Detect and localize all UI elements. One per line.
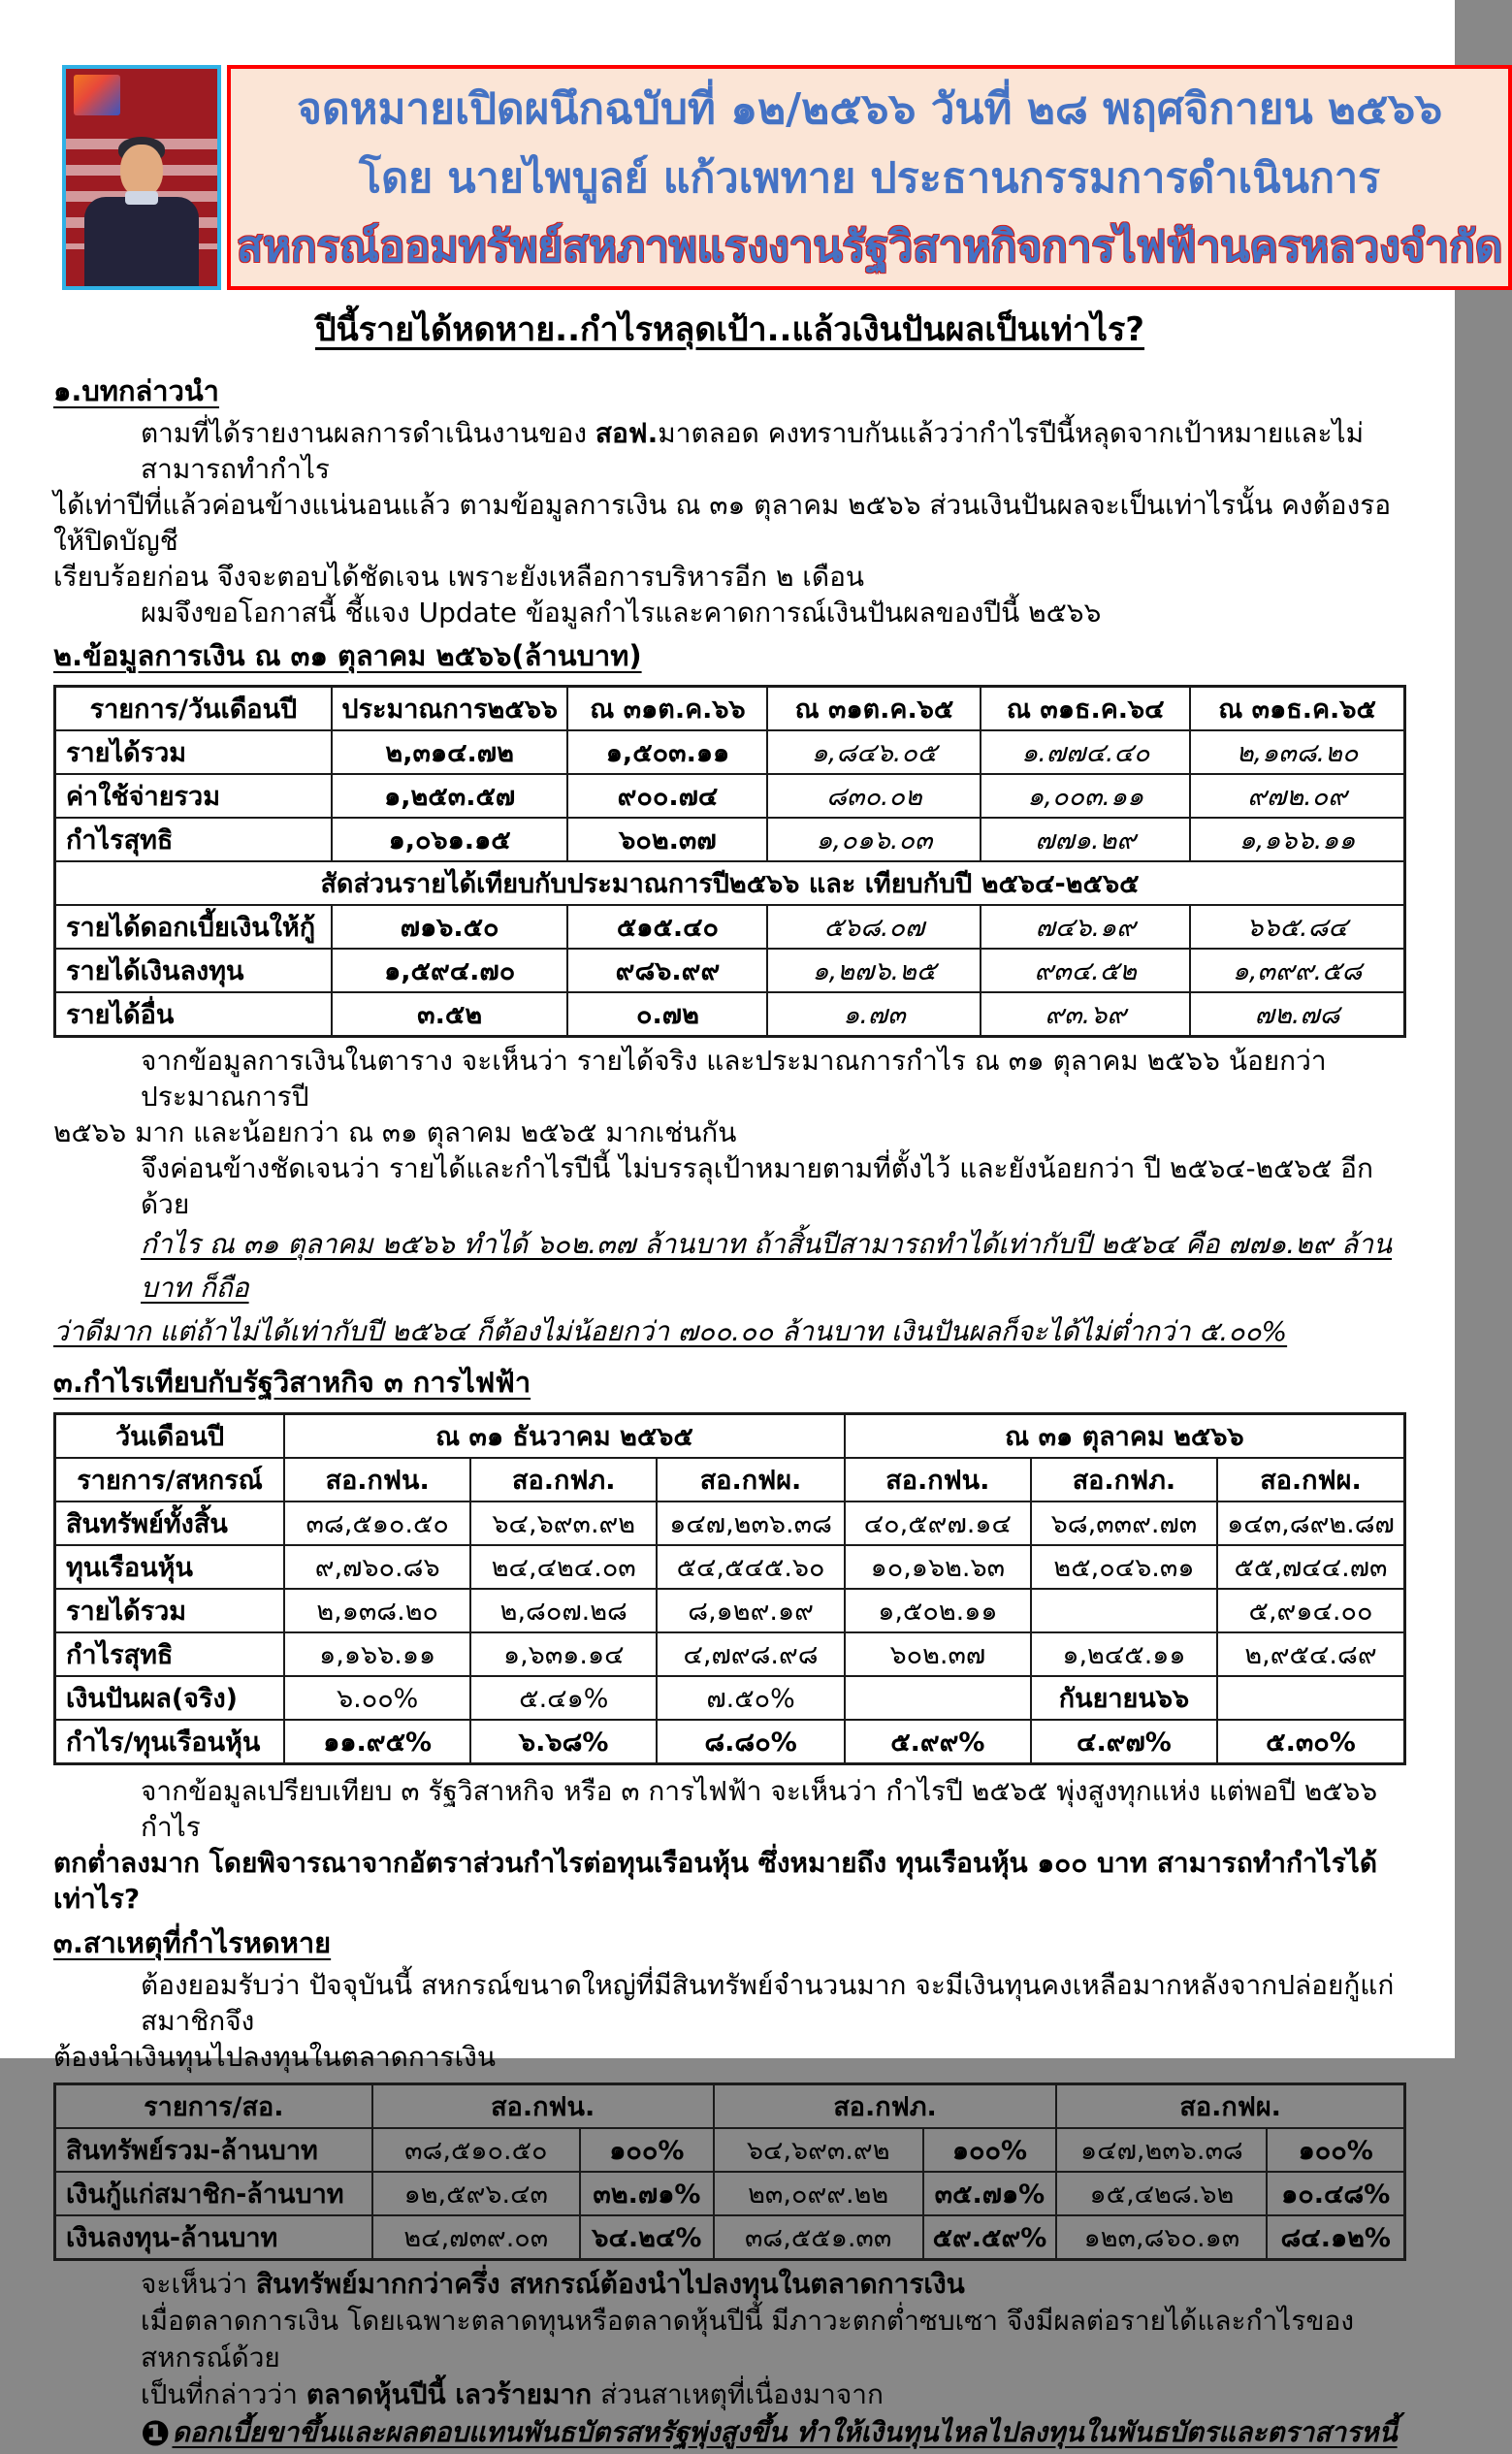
banner-line-1: จดหมายเปิดผนึกฉบับที่ ๑๒/๒๕๖๖ วันที่ ๒๘ พฤศจิกายน ๒๕๖๖ (297, 84, 1443, 134)
cell: ๑,๒๕๓.๕๗ (332, 774, 568, 818)
text-run-bold: ตลาดหุ้นปีนี้ เลวร้ายมาก (306, 2378, 593, 2410)
table-row (55, 992, 1405, 1037)
cell: ๕.๓๐% (1217, 1720, 1405, 1764)
cell: ๙๗๒.๐๙ (1190, 774, 1404, 818)
document-body (0, 290, 1455, 2454)
cell: ๙๓๔.๕๒ (981, 949, 1190, 992)
table-row (55, 905, 1405, 949)
section2-heading: ๒.ข้อมูลการเงิน ณ ๓๑ ตุลาคม ๒๕๖๖(ล้านบาท) (53, 639, 642, 672)
table-row (55, 2128, 1405, 2172)
cell: ๕.๙๙% (845, 1720, 1031, 1764)
photo-man-head (120, 145, 163, 197)
financial-data-table (53, 685, 1406, 1038)
cell: ๒,๓๑๔.๗๒ (332, 730, 568, 774)
cell: ๕๑๕.๔๐ (567, 905, 767, 949)
paragraph-line: จากข้อมูลเปรียบเทียบ ๓ รัฐวิสาหกิจ หรือ ๓ การไฟฟ้า จะเห็นว่า กำไรปี ๒๕๖๕ พุ่งสูงทุกแห่ง แต่พอปี ๒๕๖๖ กำไร (141, 1775, 1378, 1843)
cell: สอ.กฟผ. (1217, 1458, 1405, 1501)
cell: สอ.กฟภ. (1031, 1458, 1217, 1501)
cell: ๕,๙๑๔.๐๐ (1217, 1589, 1405, 1632)
table-header-row (55, 1414, 1405, 1459)
cell: กำไรสุทธิ (55, 818, 332, 861)
cell: สอ.กฟน. (372, 2084, 714, 2129)
cell: ๑,๐๑๖.๐๓ (767, 818, 981, 861)
section1-heading: ๑.บทกล่าวนำ (53, 374, 219, 407)
text-run-bold: สอฟ. (595, 417, 659, 449)
cell: รายการ/สอ. (55, 2084, 372, 2129)
cell: รายได้รวม (55, 730, 332, 774)
cell: ณ ๓๑ ธันวาคม ๒๕๖๕ (284, 1414, 845, 1459)
cell: ๓๘,๕๑๐.๕๐ (284, 1501, 470, 1545)
cell: สอ.กฟภ. (470, 1458, 657, 1501)
cell: ค่าใช้จ่ายรวม (55, 774, 332, 818)
cell: รายการ/สหกรณ์ (55, 1458, 285, 1501)
cell: สินทรัพย์ทั้งสิ้น (55, 1501, 285, 1545)
paragraph-line: เมื่อตลาดการเงิน โดยเฉพาะตลาดทุนหรือตลาดหุ้นปีนี้ มีภาวะตกต่ำซบเซา จึงมีผลต่อรายได้และกำไรของสหกรณ์ด้วย (141, 2305, 1355, 2373)
cell: ๕๖๘.๐๗ (767, 905, 981, 949)
table-row (55, 2215, 1405, 2260)
highlight-line: ว่าดีมาก แต่ถ้าไม่ได้เท่ากับปี ๒๕๖๔ ก็ต้องไม่น้อยกว่า ๗๐๐.๐๐ ล้านบาท เงินปันผลก็จะได้ไม่ต่ำกว่า ๕.๐๐% (53, 1315, 1288, 1347)
cell: ๒๓,๐๙๙.๒๒ (714, 2172, 923, 2215)
cell: สินทรัพย์รวม-ล้านบาท (55, 2128, 372, 2172)
paragraph-line (53, 2376, 1406, 2413)
cell: ๙๓.๖๙ (981, 992, 1190, 1037)
text-run: ตามที่ได้รายงานผลการดำเนินงานของ (141, 417, 595, 449)
cell: ๘.๘๐% (657, 1720, 844, 1764)
highlight-line: กำไร ณ ๓๑ ตุลาคม ๒๕๖๖ ทำได้ ๖๐๒.๓๗ ล้านบาท ถ้าสิ้นปีสามารถทำได้เท่ากับปี ๒๕๖๔ คือ ๗๗๑.๒๙ ล้านบาท ก็ถือ (141, 1228, 1393, 1304)
cell: ๖๔,๖๙๓.๙๒ (714, 2128, 923, 2172)
table-header-row (55, 1458, 1405, 1501)
cell: เงินลงทุน-ล้านบาท (55, 2215, 372, 2260)
table-header-row (55, 2084, 1405, 2129)
table-row (55, 1545, 1405, 1589)
cell: ๒,๘๐๗.๒๘ (470, 1589, 657, 1632)
text-run: มาตลอด คงทราบกันแล้วว่ากำไรปีนี้หลุดจากเป้าหมายและไม่สามารถทำกำไร (141, 417, 1365, 485)
cell: ๐.๗๒ (567, 992, 767, 1037)
text-run-bold-italic: ดอกเบี้ยขาขึ้นและผลตอบแทนพันธบัตรสหรัฐพุ่งสูงขึ้น ทำให้เงินทุนไหลไปลงทุนในพันธบัตรและตราสารหนี้ (172, 2416, 1398, 2448)
cell: สอ.กฟน. (845, 1458, 1031, 1501)
section4-heading: ๓.สาเหตุที่กำไรหดหาย (53, 1926, 332, 1959)
circled-one-icon: ❶ (141, 2414, 171, 2454)
cell: ๗.๕๐% (657, 1676, 844, 1720)
cell: ๑,๐๐๓.๑๑ (981, 774, 1190, 818)
utilities-comparison-table (53, 1412, 1406, 1765)
cell: ๒๔,๗๓๙.๐๓ (372, 2215, 580, 2260)
cell: ๑,๘๔๖.๐๕ (767, 730, 981, 774)
cell: ๒,๑๓๘.๒๐ (284, 1589, 470, 1632)
paragraph-line: จึงค่อนข้างชัดเจนว่า รายได้และกำไรปีนี้ ไม่บรรลุเป้าหมายตามที่ตั้งไว้ และยังน้อยกว่า ปี ๒๕๖๔-๒๕๖๕ อีกด้วย (141, 1152, 1373, 1220)
cell: กำไร/ทุนเรือนหุ้น (55, 1720, 285, 1764)
table-row (55, 774, 1405, 818)
cell: ๔.๙๗% (1031, 1720, 1217, 1764)
cell: ๑,๕๐๒.๑๑ (845, 1589, 1031, 1632)
cell: ๖๖๕.๘๔ (1190, 905, 1404, 949)
cell: กำไรสุทธิ (55, 1632, 285, 1676)
section3-heading: ๓.กำไรเทียบกับรัฐวิสาหกิจ ๓ การไฟฟ้า (53, 1366, 531, 1399)
cell: ๒๔,๔๒๔.๐๓ (470, 1545, 657, 1589)
cell: ๑๕,๔๒๘.๖๒ (1056, 2172, 1267, 2215)
cell: รายการ/วันเดือนปี (55, 687, 332, 731)
photo-logo (74, 75, 120, 115)
cell: ๖.๐๐% (284, 1676, 470, 1720)
paragraph-line: ต้องนำเงินทุนไปลงทุนในตลาดการเงิน (53, 2041, 496, 2073)
header-banner (62, 65, 1503, 290)
table-row (55, 1589, 1405, 1632)
cell: ณ ๓๑ต.ค.๖๖ (567, 687, 767, 731)
cell: ๓.๕๒ (332, 992, 568, 1037)
cell: ๑๑.๙๕% (284, 1720, 470, 1764)
cell: เงินปันผล(จริง) (55, 1676, 285, 1720)
cell: ๑.๗๓ (767, 992, 981, 1037)
cell: ๕๔,๕๔๕.๖๐ (657, 1545, 844, 1589)
cell: สอ.กฟน. (284, 1458, 470, 1501)
cell: ๖๔,๖๙๓.๙๒ (470, 1501, 657, 1545)
text-run: เป็นที่กล่าวว่า (141, 2378, 306, 2410)
paragraph-line (53, 2266, 1406, 2303)
cell: ๗๑๖.๕๐ (332, 905, 568, 949)
cell: ๙๐๐.๗๔ (567, 774, 767, 818)
table-row (55, 730, 1405, 774)
cell (1217, 1676, 1405, 1720)
cell: ๑,๐๖๑.๑๕ (332, 818, 568, 861)
cell: ๕.๔๑% (470, 1676, 657, 1720)
cell: ๗๒.๗๘ (1190, 992, 1404, 1037)
banner-text-box (227, 65, 1512, 290)
table-row (55, 949, 1405, 992)
cause-item-line (53, 2413, 1406, 2454)
cell: ๑๐๐% (1267, 2128, 1404, 2172)
cell: สอ.กฟผ. (1056, 2084, 1404, 2129)
text-run: จะเห็นว่า (141, 2268, 256, 2300)
cell: ๑,๖๓๑.๑๔ (470, 1632, 657, 1676)
cell: ๓๒.๗๑% (580, 2172, 714, 2215)
page-title: ปีนี้รายได้หดหาย..กำไรหลุดเป้า..แล้วเงินปันผลเป็นเท่าไร? (314, 310, 1145, 349)
cell: ๓๘,๕๑๐.๕๐ (372, 2128, 580, 2172)
cell: รายได้อื่น (55, 992, 332, 1037)
cell: ๑๒,๕๙๖.๔๓ (372, 2172, 580, 2215)
cell: ๑,๕๐๓.๑๑ (567, 730, 767, 774)
cell: ๑๐๐% (580, 2128, 714, 2172)
text-run: ส่วนสาเหตุที่เนื่องมาจาก (592, 2378, 884, 2410)
cell: ๖.๖๘% (470, 1720, 657, 1764)
cell: ณ ๓๑ ตุลาคม ๒๕๖๖ (845, 1414, 1405, 1459)
cell: ๘๔.๑๒% (1267, 2215, 1404, 2260)
table-row (55, 818, 1405, 861)
paragraph-line: ผมจึงขอโอกาสนี้ ชี้แจง Update ข้อมูลกำไรและคาดการณ์เงินปันผลของปีนี้ ๒๕๖๖ (141, 597, 1102, 629)
cell: ๑๔๗,๒๓๖.๓๘ (657, 1501, 844, 1545)
cell: ณ ๓๑ต.ค.๖๕ (767, 687, 981, 731)
cell: สอ.กฟภ. (714, 2084, 1057, 2129)
cell: ๓๘,๕๕๑.๓๓ (714, 2215, 923, 2260)
paragraph-line: ได้เท่าปีที่แล้วค่อนข้างแน่นอนแล้ว ตามข้อมูลการเงิน ณ ๓๑ ตุลาคม ๒๕๖๖ ส่วนเงินปันผลจะเป็นเท่าไรนั้น คงต้องรอให้ปิดบัญชี (53, 489, 1392, 557)
table-header-row (55, 687, 1405, 731)
cell: ๑๐,๑๖๒.๖๓ (845, 1545, 1031, 1589)
cell: ๖๐๒.๓๗ (845, 1632, 1031, 1676)
cell: ๗๗๑.๒๙ (981, 818, 1190, 861)
cell: ๓๕.๗๑% (923, 2172, 1057, 2215)
cell: ๙,๗๖๐.๘๖ (284, 1545, 470, 1589)
cell: สอ.กฟผ. (657, 1458, 844, 1501)
paragraph-line: ๒๕๖๖ มาก และน้อยกว่า ณ ๓๑ ตุลาคม ๒๕๖๕ มากเช่นกัน (53, 1116, 737, 1148)
cell: ๘๓๐.๐๒ (767, 774, 981, 818)
cell: ๔๐,๕๙๗.๑๔ (845, 1501, 1031, 1545)
cell: ณ ๓๑ธ.ค.๖๔ (981, 687, 1190, 731)
cell: ๑,๒๗๖.๒๕ (767, 949, 981, 992)
paragraph-line: ต้องยอมรับว่า ปัจจุบันนี้ สหกรณ์ขนาดใหญ่ที่มีสินทรัพย์จำนวนมาก จะมีเงินทุนคงเหลือมากหลังจากปล่อยกู้แก่สมาชิกจึง (141, 1969, 1395, 2037)
cell: ณ ๓๑ธ.ค.๖๕ (1190, 687, 1404, 731)
assets-investment-table (53, 2083, 1406, 2261)
cell: ๑.๗๗๔.๔๐ (981, 730, 1190, 774)
cell: ๑,๑๖๖.๑๑ (284, 1632, 470, 1676)
cell: รายได้รวม (55, 1589, 285, 1632)
cell: เงินกู้แก่สมาชิก-ล้านบาท (55, 2172, 372, 2215)
table-row (55, 1720, 1405, 1764)
cell: สัดส่วนรายได้เทียบกับประมาณการปี๒๕๖๖ และ เทียบกับปี ๒๕๖๔-๒๕๖๕ (55, 861, 1405, 905)
cell: ๒,๙๕๔.๘๙ (1217, 1632, 1405, 1676)
cell: ประมาณการ๒๕๖๖ (332, 687, 568, 731)
cell: รายได้ดอกเบี้ยเงินให้กู้ (55, 905, 332, 949)
photo-man-collar (125, 191, 158, 205)
cell: ๑๔๗,๒๓๖.๓๘ (1056, 2128, 1267, 2172)
cell: ๑,๒๔๕.๑๑ (1031, 1632, 1217, 1676)
photo-man-body (84, 197, 199, 286)
cell: ๑๐.๔๘% (1267, 2172, 1404, 2215)
cell: ๖๐๒.๓๗ (567, 818, 767, 861)
paragraph-line (53, 415, 1406, 487)
cell: ๑๐๐% (923, 2128, 1057, 2172)
cell: ๑,๑๖๖.๑๑ (1190, 818, 1404, 861)
cell: ๒๕,๐๔๖.๓๑ (1031, 1545, 1217, 1589)
cell (1031, 1589, 1217, 1632)
cell: ๖๘,๓๓๙.๗๓ (1031, 1501, 1217, 1545)
cell: ๗๔๖.๑๙ (981, 905, 1190, 949)
paragraph-line: จากข้อมูลการเงินในตาราง จะเห็นว่า รายได้จริง และประมาณการกำไร ณ ๓๑ ตุลาคม ๒๕๖๖ น้อยกว่า ประมาณการปี (141, 1045, 1327, 1113)
banner-line-3: สหกรณ์ออมทรัพย์สหภาพแรงงานรัฐวิสาหกิจการไฟฟ้านครหลวงจำกัด (237, 222, 1503, 272)
table-row (55, 1632, 1405, 1676)
table-row (55, 1676, 1405, 1720)
cell: ๑๒๓,๘๖๐.๑๓ (1056, 2215, 1267, 2260)
cell: ๖๔.๒๔% (580, 2215, 714, 2260)
cell: ๔,๗๙๘.๙๘ (657, 1632, 844, 1676)
cell: ๑,๕๙๔.๗๐ (332, 949, 568, 992)
table-row (55, 1501, 1405, 1545)
cell (845, 1676, 1031, 1720)
cell: ๕๕,๗๔๔.๗๓ (1217, 1545, 1405, 1589)
text-run-bold: สินทรัพย์มากกว่าครึ่ง สหกรณ์ต้องนำไปลงทุนในตลาดการเงิน (255, 2268, 965, 2300)
cell: ๑,๓๙๙.๕๘ (1190, 949, 1404, 992)
cell: ทุนเรือนหุ้น (55, 1545, 285, 1589)
cell: ๑๔๓,๘๙๒.๘๗ (1217, 1501, 1405, 1545)
banner-line-2: โดย นายไพบูลย์ แก้วเพทาย ประธานกรรมการดำเนินการ (359, 154, 1381, 203)
cell: ๒,๑๓๘.๒๐ (1190, 730, 1404, 774)
table-section-row (55, 861, 1405, 905)
cell: กันยายน๖๖ (1031, 1676, 1217, 1720)
cell: วันเดือนปี (55, 1414, 285, 1459)
cell: ๙๘๖.๙๙ (567, 949, 767, 992)
table-row (55, 2172, 1405, 2215)
paragraph-line: ตกต่ำลงมาก โดยพิจารณาจากอัตราส่วนกำไรต่อทุนเรือนหุ้น ซึ่งหมายถึง ทุนเรือนหุ้น ๑๐๐ บาท สามารถทำกำไรได้เท่าไร? (53, 1847, 1378, 1915)
cell: ๕๙.๕๙% (923, 2215, 1057, 2260)
cell: ๘,๑๒๙.๑๙ (657, 1589, 844, 1632)
chairman-photo (62, 65, 221, 290)
paragraph-line: เรียบร้อยก่อน จึงจะตอบได้ชัดเจน เพราะยังเหลือการบริหารอีก ๒ เดือน (53, 561, 865, 593)
cell: รายได้เงินลงทุน (55, 949, 332, 992)
